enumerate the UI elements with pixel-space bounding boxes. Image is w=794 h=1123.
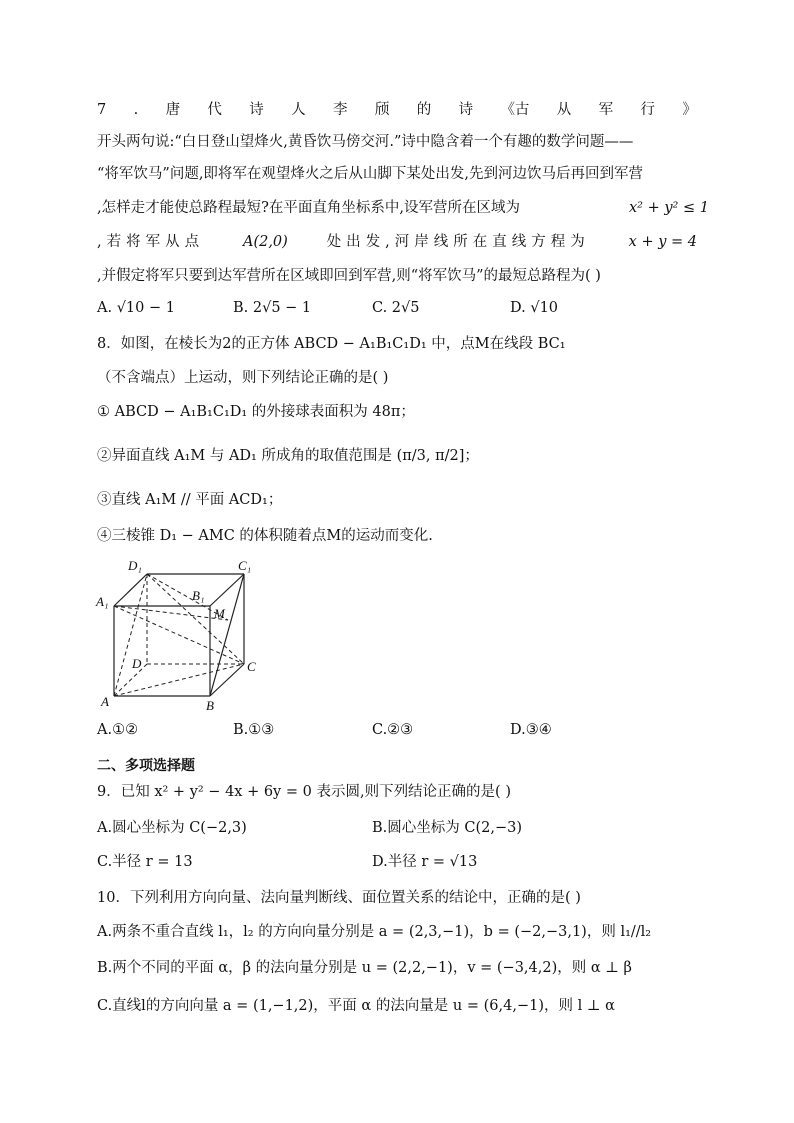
q9-option-a: A.圆心坐标为 C(−2,3) bbox=[97, 820, 247, 836]
q7-line-5 bbox=[97, 232, 697, 252]
q7-option-d: D. √10 bbox=[510, 300, 559, 316]
q8-statement-1: ① ABCD − A₁B₁C₁D₁ 的外接球表面积为 48π； bbox=[97, 404, 415, 420]
q8-line-2: （不含端点）上运动，则下列结论正确的是( ) bbox=[97, 370, 389, 386]
q8-option-d: D.③④ bbox=[510, 722, 552, 738]
q7-char: 军 bbox=[598, 102, 614, 118]
q7-line-5-a: ,若将军从点 bbox=[97, 234, 205, 250]
label-a1: A₁ bbox=[96, 594, 109, 609]
label-c: C bbox=[247, 659, 256, 674]
q8-statement-3: ③直线 A₁M // 平面 ACD₁； bbox=[97, 492, 283, 508]
q7-char: 的 bbox=[416, 102, 432, 118]
label-d1: D₁ bbox=[128, 558, 142, 573]
q7-river-formula: x + y = 4 bbox=[628, 234, 697, 250]
label-d: D bbox=[132, 656, 142, 671]
q9-option-b: B.圆心坐标为 C(2,−3) bbox=[372, 820, 522, 836]
q7-point-a: A(2,0) bbox=[242, 234, 288, 250]
q7-char: 李 bbox=[333, 102, 348, 118]
q7-option-c: C. 2√5 bbox=[372, 300, 420, 316]
q10-option-b: B.两个不同的平面 α，β 的法向量分别是 u = (2,2,−1)，v = (−3,4,2)，则 α ⊥ β bbox=[97, 960, 632, 976]
q7-line-4 bbox=[97, 198, 709, 218]
q7-title-line bbox=[97, 100, 697, 120]
q9-option-d: D.半径 r = √13 bbox=[372, 854, 478, 870]
label-b1: B₁ bbox=[192, 588, 205, 603]
q7-char: 人 bbox=[291, 102, 306, 118]
q7-char: 代 bbox=[207, 102, 222, 118]
q10-option-c: C.直线l的方向向量 a = (1,−1,2)，平面 α 的法向量是 u = (6,4,−1)，则 l ⊥ α bbox=[97, 998, 615, 1014]
q7-number: 7 bbox=[97, 102, 107, 118]
q9-stem: 9．已知 x² + y² − 4x + 6y = 0 表示圆,则下列结论正确的是( ) bbox=[97, 784, 511, 800]
q7-char: 唐 bbox=[165, 102, 181, 118]
q7-char: 颀 bbox=[374, 102, 390, 118]
label-m: M bbox=[214, 606, 225, 621]
q7-dot: . bbox=[133, 102, 139, 118]
q8-statement-2: ②异面直线 A₁M 与 AD₁ 所成角的取值范围是 (π/3, π/2]； bbox=[97, 448, 479, 464]
label-a: A bbox=[101, 694, 109, 709]
q7-line-4-text: ,怎样走才能使总路程最短?在平面直角坐标系中,设军营所在区域为 bbox=[97, 200, 520, 216]
q7-line-2: 开头两句说:“白日登山望烽火,黄昏饮马傍交河.”诗中隐含着一个有趣的数学问题—— bbox=[97, 134, 634, 150]
q8-option-b: B.①③ bbox=[233, 722, 275, 738]
q7-char: 《古 bbox=[500, 102, 530, 118]
q8-statement-4: ④三棱锥 D₁ − AMC 的体积随着点M的运动而变化. bbox=[97, 528, 433, 544]
q8-option-a: A.①② bbox=[97, 722, 139, 738]
q7-char: 诗 bbox=[249, 102, 264, 118]
q8-line-1: 8．如图，在棱长为2的正方体 ABCD − A₁B₁C₁D₁ 中，点M在线段 BC₁ bbox=[97, 336, 566, 352]
q10-stem: 10．下列利用方向向量、法向量判断线、面位置关系的结论中，正确的是( ) bbox=[97, 890, 581, 906]
q7-line-3: “将军饮马”问题,即将军在观望烽火之后从山脚下某处出发,先到河边饮马后再回到军营 bbox=[97, 166, 644, 182]
label-c1: C₁ bbox=[238, 558, 252, 573]
q7-char: 诗 bbox=[458, 102, 474, 118]
q7-option-a: A. √10 − 1 bbox=[97, 300, 175, 316]
q7-char: 从 bbox=[556, 102, 572, 118]
section-heading: 二、多项选择题 bbox=[97, 758, 195, 774]
q7-line-5-c: 处出发,河岸线所在直线方程为 bbox=[326, 234, 590, 250]
q7-line-6: ,并假定将军只要到达军营所在区域即回到军营,则“将军饮马”的最短总路程为( ) bbox=[97, 268, 601, 284]
q7-char: 》 bbox=[682, 102, 697, 118]
cube-figure bbox=[92, 556, 272, 716]
label-b: B bbox=[206, 698, 214, 713]
q7-region-formula: x² + y² ≤ 1 bbox=[629, 200, 709, 216]
q8-option-c: C.②③ bbox=[372, 722, 414, 738]
q10-option-a: A.两条不重合直线 l₁，l₂ 的方向向量分别是 a = (2,3,−1)，b = (−2,−3,1)，则 l₁//l₂ bbox=[97, 924, 652, 940]
q7-option-b: B. 2√5 − 1 bbox=[233, 300, 312, 316]
q9-option-c: C.半径 r = 13 bbox=[97, 854, 193, 870]
q7-char: 行 bbox=[640, 102, 656, 118]
